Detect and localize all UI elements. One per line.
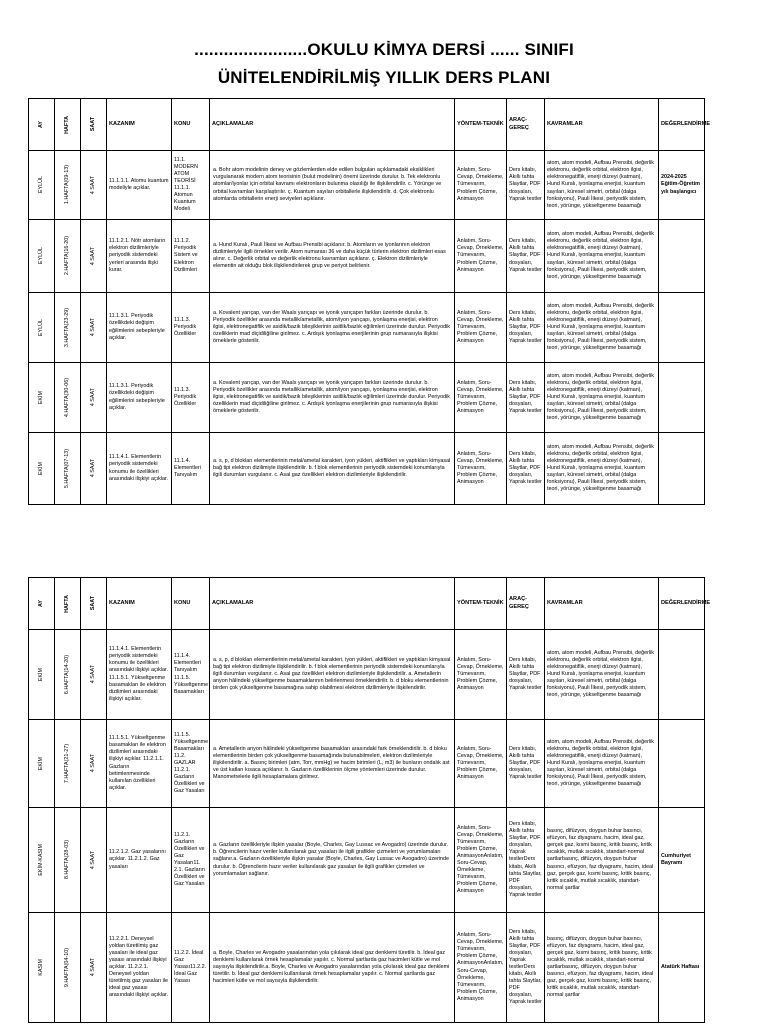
kazanim-cell: 11.1.1.1. Atomu kuantum modeliyle açıklar. — [107, 151, 172, 220]
hours-cell: 4 SAAT — [89, 665, 96, 684]
yontem-cell: Anlatım, Soru-Cevap, Örnekleme, Tümevarım, Problem Çözme, AnimasyonAnlatım, Soru-Cevap, Örnekleme, Tümevarım, Problem Çözme, Animasyon — [455, 913, 507, 1023]
arac-cell: Ders kitabı, Akıllı tahta Slaytlar, PDF dosyaları, Yaprak testler — [507, 630, 545, 720]
degerlendirme-cell — [659, 630, 705, 720]
kavramlar-cell: atom, atom modeli, Aufbau Prensibi, değerlik elektronu, değerlik orbital, elektron ilgisi, elektronegatiflik, enerji düzeyi (katman), Hund Kuralı, iyonlaşma enerjisi, kuantum sayıları, küresel simetri, orbital (dalga fonksiyonu), Pauli İlkesi, periyodik sistem, teori, yörünge, yükseltgenme basamağı — [545, 630, 659, 720]
konu-cell: 11.1.3. Periyodik Özellikler — [172, 363, 210, 433]
aciklama-cell: a. Kovalent yarıçap, van der Waals yarıçapı ve iyonik yarıçapın farkları üzerinde durulur. b. Periyodik özellikler arasında metallik/ametallik, atom/iyon yarıçapı, iyonlaşma enerjisi, elektron ilgisi, elektronegatiflik ve asidik/bazik bileşiklerinin asitlik/bazlık eğilimleri üzerinde durulur. Periyodik özelliklerin mad diçidiliğiline girilmez. c. Ardışık iyonlaşma enerjilerinin grup numarasıyla ilişkisi örneklerle gösterilir. — [210, 363, 455, 433]
plan-table-1 — [28, 98, 711, 505]
aciklama-cell: a. Gazların özellikleriyle ilişkin yasalar (Boyle, Charles, Gay Lussac ve Avogadro) üzerinde durulur. b. Öğrencilerin hazır veriler kullanılarak gaz yasaları ile ilgili grafikler çizmeleri ve yorumlamaları sağlanır.a. Gazların özellikleriyle ilişkin yasalar (Boyle, Charles, Gay Lussac ve Avogadro) üzerinde durulur. b. Öğrencilerin hazır veriler kullanılarak gaz yasaları ile ilgili grafikler çizmeleri ve yorumlamaları sağlanır. — [210, 808, 455, 913]
header-hafta: HAFTA — [63, 115, 70, 134]
yontem-cell: Anlatım, Soru-Cevap, Örnekleme, Tümevarım, Problem Çözme, Animasyon — [455, 363, 507, 433]
header-yontem: YÖNTEM-TEKNİK — [455, 99, 507, 151]
kazanim-cell: 11.1.4.1. Elementlerin periyodik sistemdeki konumu ile özellikleri arasındaki ilişkiyi açıklar. — [107, 433, 172, 505]
month-cell: EKİM-KASIM — [37, 844, 44, 876]
hours-cell: 4 SAAT — [89, 388, 96, 407]
hours-cell: 4 SAAT — [89, 318, 96, 337]
table-header-row — [29, 99, 705, 151]
kavramlar-cell: atom, atom modeli, Aufbau Prensibi, değerlik elektronu, değerlik orbital, elektron ilgisi, elektronegatiflik, enerji düzeyi (katman), Hund Kuralı, iyonlaşma enerjisi, kuantum sayıları, küresel simetri, orbital (dalga fonksiyonu), Pauli İlkesi, periyodik sistem, teori, yörünge, yükseltgenme basamağı — [545, 151, 659, 220]
header-kazanim: KAZANIM — [107, 578, 172, 630]
hours-cell: 4 SAAT — [89, 754, 96, 773]
table-row — [29, 433, 705, 505]
aciklama-cell: a. Ametallerin anyon hâlindeki yükseltgenme basamakları arasındaki fark örneklendirilir. b. d bloku elementlerinin birden çok yükseltgenme basamağında bulunabilmeleri, elektron dizilimleriyle ilişkilendirilir. a. Basınç birimleri (atm, Torr, mmHg) ve hacim birimleri (L, m3) ile bunların ondalık ast ve üst katları kısaca açıklanır. b. Gazların özelliklerinin ölçme yöntemleri üzerinde durulur. Manometrelerle ilgili hesaplamalara girilmez. — [210, 720, 455, 808]
week-cell: 8.HAFTA(28-03) — [63, 840, 70, 880]
header-konu: KONU — [172, 99, 210, 151]
page-title-line1: .......................OKULU KİMYA DERSİ ...... SINIFI — [194, 40, 574, 59]
hours-cell: 4 SAAT — [89, 459, 96, 478]
yontem-cell: Anlatım, Soru-Cevap, Örnekleme, Tümevarım, Problem Çözme, Animasyon — [455, 720, 507, 808]
kazanim-cell: 11.1.3.1. Periyodik özellikdeki değişim eğilimlerini sebepleriyle açıklar. — [107, 363, 172, 433]
hours-cell: 4 SAAT — [89, 175, 96, 195]
hours-cell: 4 SAAT — [89, 246, 96, 266]
arac-cell: Ders kitabı, Akıllı tahta Slaytlar, PDF dosyaları, Yaprak testler — [507, 151, 545, 220]
aciklama-cell: a. Hund Kuralı, Pauli İlkesi ve Aufbau Prensibi açıklanır. b. Atomların ve iyonlarının elektron dizilimleriyle ilgili örnekler verilir. Atom numarası 36 ve daha küçük türlerin elektron dizilimleri esas alınır. c. Değerlik orbital ve değerlik elektronu kavramları açıklanır. ç. Elektron dizilimleriyle elementin ait olduğu blok ilişkilendirilerek grup ve periyot belirlenir. — [210, 220, 455, 293]
kavramlar-cell: atom, atom modeli, Aufbau Prensibi, değerlik elektronu, değerlik orbital, elektron ilgisi, elektronegatiflik, enerji düzeyi (katman), Hund Kuralı, iyonlaşma enerjisi, kuantum sayıları, küresel simetri, orbital (dalga fonksiyonu), Pauli İlkesi, periyodik sistem, teori, yörünge, yükseltgenme basamağı — [545, 720, 659, 808]
degerlendirme-cell — [659, 433, 705, 505]
header-degerlendirme: DEĞERLENDİRME — [659, 99, 705, 151]
table-row — [29, 293, 705, 363]
header-ay: AY — [37, 121, 44, 128]
kavramlar-cell: atom, atom modeli, Aufbau Prensibi, değerlik elektronu, değerlik orbital, elektron ilgisi, elektronegatiflik, enerji düzeyi (katman), Hund Kuralı, iyonlaşma enerjisi, kuantum sayıları, küresel simetri, orbital (dalga fonksiyonu), Pauli İlkesi, periyodik sistem, teori, yörünge, yükseltgenme basamağı — [545, 363, 659, 433]
header-saat: SAAT — [89, 117, 96, 132]
header-aciklamalar: AÇIKLAMALAR — [210, 99, 455, 151]
kavramlar-cell: atom, atom modeli, Aufbau Prensibi, değerlik elektronu, değerlik orbital, elektron ilgisi, elektronegatiflik, enerji düzeyi (katman), Hund Kuralı, iyonlaşma enerjisi, kuantum sayıları, küresel simetri, orbital (dalga fonksiyonu), Pauli İlkesi, periyodik sistem, teori, yörünge, yükseltgenme basamağı — [545, 433, 659, 505]
yontem-cell: Anlatım, Soru-Cevap, Örnekleme, Tümevarım, Problem Çözme, Animasyon — [455, 433, 507, 505]
table-row — [29, 151, 705, 220]
konu-cell: 11.1. MODERN ATOM TEORİSİ 11.1.1. Atomun Kuantum Modeli — [172, 151, 210, 220]
konu-cell: 11.2.1. Gazların Özellikleri ve Gaz Yasaları11. 2.1. Gazların Özellikleri ve Gaz Yasaları — [172, 808, 210, 913]
arac-cell: Ders kitabı, Akıllı tahta Slaytlar, PDF dosyaları, Yaprak testler — [507, 720, 545, 808]
plan-table-2 — [28, 577, 711, 1023]
konu-cell: 11.1.2. Periyodik Sistem ve Elektron Dizilimleri — [172, 220, 210, 293]
kazanim-cell: 11.1.4.1. Elementlerin periyodik sistemdeki konumu ile özellikleri arasındaki ilişkiyi açıklar. 11.1.5.1. Yükseltgenme basamakları ile elektron dizilimleri arasındaki ilişkiyi açıklar. — [107, 630, 172, 720]
header-ay: AY — [37, 600, 44, 607]
table-row — [29, 913, 705, 1023]
page-title-line2: ÜNİTELENDİRİLMİŞ YILLIK DERS PLANI — [217, 68, 551, 87]
kazanim-cell: 11.2.1.2. Gaz yasalarını açıklar. 11.2.1.2. Gaz yasaları — [107, 808, 172, 913]
kazanim-cell: 11.1.3.1. Periyodik özellikdeki değişim eğilimlerini sebepleriyle açıklar. — [107, 293, 172, 363]
month-cell: EKİM — [37, 461, 44, 476]
konu-cell: 11.1.5. Yükseltgenme Basamakları 11.2. GAZLAR 11.2.1. Gazların Özellikleri ve Gaz Yasaları — [172, 720, 210, 808]
degerlendirme-cell: Cumhuriyet Bayramı — [659, 808, 705, 913]
header-yontem: YÖNTEM-TEKNİK — [455, 578, 507, 630]
aciklama-cell: a. Boyle, Charles ve Avogadro yasalarından yola çıkılarak ideal gaz denklemi türetilir. b. İdeal gaz denklemi kullanılarak örnek hesaplamalar yapılır. c. Normal şartlarda gaz hacimleri kütle ve mol sayısıyla ilişkilendirilir.a. Boyle, Charles ve Avogadro yasalarından yola çıkılarak ideal gaz denklemi türetilir. b. İdeal gaz denklemi kullanılarak örnek hesaplamalar yapılır. c. Normal şartlarda gaz hacimleri kütle ve mol sayısıyla ilişkilendirilir. — [210, 913, 455, 1023]
month-cell: EYLÜL — [37, 176, 44, 194]
header-hafta: HAFTA — [63, 594, 70, 613]
aciklama-cell: a. s, p, d blokları elementlerinin metal/ametal karakteri, iyon yükleri, aktiflikleri ve yaptıkları kimyasal bağ tipi elektron dizilimiyle ilişkilendirilir. b. f blok elementlerinin periyodik sistemdeki konumlarıyla ilgili durumları vurgulanır. c. Asal gaz özellikleri elektron dizilimleriyle ilişkilendirilir. — [210, 433, 455, 505]
hours-cell: 4 SAAT — [89, 958, 96, 977]
kazanim-cell: 11.2.2.1. Deneysel yoldan türetilmiş gaz yasaları ile ideal gaz yasası arasındaki ilişkiyi açıklar. 11.2.2.1. Deneysel yoldan türetilmiş gaz yasaları ile ideal gaz yasası arasındaki ilişkiyi açıklar. — [107, 913, 172, 1023]
month-cell: KASIM — [37, 959, 44, 976]
week-cell: 6.HAFTA(14-20) — [63, 654, 70, 695]
table-row — [29, 630, 705, 720]
header-arac: ARAÇ-GEREÇ — [507, 99, 545, 151]
degerlendirme-cell — [659, 363, 705, 433]
week-cell: 5.HAFTA(07-13) — [63, 448, 70, 489]
table-row — [29, 363, 705, 433]
header-aciklamalar: AÇIKLAMALAR — [210, 578, 455, 630]
kavramlar-cell: atom, atom modeli, Aufbau Prensibi, değerlik elektronu, değerlik orbital, elektron ilgisi, elektronegatiflik, enerji düzeyi (katman), Hund Kuralı, iyonlaşma enerjisi, kuantum sayıları, küresel simetri, orbital (dalga fonksiyonu), Pauli İlkesi, periyodik sistem, teori, yörünge, yükseltgenme basamağı — [545, 293, 659, 363]
month-cell: EYLÜL — [37, 318, 44, 337]
month-cell: EYLÜL — [37, 247, 44, 265]
kavramlar-cell: basınç, difüzyon, doygun buhar basıncı, efüzyon, faz diyagramı, hacim, ideal gaz, gerçek gaz, kısmi basınç, kritik basınç, kritik sıcaklık, mutlak sıcaklık, standart-normal şartlarbasınç, difüzyon, doygun buhar basıncı, efüzyon, faz diyagramı, hacim, ideal gaz, gerçek gaz, kısmi basınç, kritik basınç, kritik sıcaklık, mutlak sıcaklık, standart-normal şartlar — [545, 808, 659, 913]
arac-cell: Ders kitabı, Akıllı tahta Slaytlar, PDF dosyaları, Yaprak testler — [507, 433, 545, 505]
konu-cell: 11.1.3. Periyodik Özellikler — [172, 293, 210, 363]
header-kavramlar: KAVRAMLAR — [545, 99, 659, 151]
yontem-cell: Anlatım, Soru-Cevap, Örnekleme, Tümevarım, Problem Çözme, Animasyon — [455, 151, 507, 220]
header-kazanim: KAZANIM — [107, 99, 172, 151]
aciklama-cell: a. Bohr atom modelinin deney ve gözlemlerden elde edilen bulguları açıklamadaki eksiklikleri vurgulanarak modern atom teorisinin (bulut modelinin) önemi üzerinde durulur. b. Tek elektronlu atomlar/iyonlar için orbital kavramı elektronların bulunma olasılığı ile ilişkilendirilir. c. Yörünge ve orbital kavramları karşılaştırılır. ç. Kuantum sayıları orbitallerle ilişkilendirilir. d. Çok elektronlu atomlarda orbitallerin enerji seviyeleri açıklanır. — [210, 151, 455, 220]
aciklama-cell: a. Kovalent yarıçap, van der Waals yarıçapı ve iyonik yarıçapın farkları üzerinde durulur. b. Periyodik özellikler arasında metallik/ametallik, atom/iyon yarıçapı, iyonlaşma enerjisi, elektron ilgisi, elektronegatiflik ve asidik/bazik bileşiklerinin asitlik/bazlık eğilimleri üzerinde durulur. Periyodik özelliklerin mad diçidiliğiline girilmez. c. Ardışık iyonlaşma enerjilerinin grup numarasıyla ilişkisi örneklerle gösterilir. — [210, 293, 455, 363]
month-cell: EKİM — [37, 390, 44, 405]
table-row — [29, 808, 705, 913]
week-cell: 4.HAFTA(30-06) — [63, 377, 70, 418]
konu-cell: 11.1.4. Elementleri Tanıyalım — [172, 433, 210, 505]
table-row — [29, 720, 705, 808]
hours-cell: 4 SAAT — [89, 850, 96, 870]
header-arac: ARAÇ-GEREÇ — [507, 578, 545, 630]
yontem-cell: Anlatım, Soru-Cevap, Örnekleme, Tümevarım, Problem Çözme, Animasyon — [455, 220, 507, 293]
arac-cell: Ders kitabı, Akıllı tahta Slaytlar, PDF dosyaları, Yaprak testlerDers kitabı, Akıllı tahta Slaytlar, PDF dosyaları, Yaprak testler — [507, 808, 545, 913]
yontem-cell: Anlatım, Soru-Cevap, Örnekleme, Tümevarım, Problem Çözme, Animasyon — [455, 630, 507, 720]
week-cell: 9.HAFTA(04-10) — [63, 947, 70, 988]
arac-cell: Ders kitabı, Akıllı tahta Slaytlar, PDF dosyaları, Yaprak testler — [507, 363, 545, 433]
yontem-cell: Anlatım, Soru-Cevap, Örnekleme, Tümevarım, Problem Çözme, Animasyon — [455, 293, 507, 363]
week-cell: 7.HAFTA(21-27) — [63, 743, 70, 784]
month-cell: EKİM — [37, 756, 44, 771]
arac-cell: Ders kitabı, Akıllı tahta Slaytlar, PDF dosyaları, Yaprak testlerDers kitabı, Akıllı tahta Slaytlar, PDF dosyaları, Yaprak testler — [507, 913, 545, 1023]
degerlendirme-cell — [659, 720, 705, 808]
arac-cell: Ders kitabı, Akıllı tahta Slaytlar, PDF dosyaları, Yaprak testler — [507, 220, 545, 293]
kazanim-cell: 11.1.2.1. Nötr atomların elektron dizilimleriyle periyodik sistemdeki yerleri arasında ilişki kurar. — [107, 220, 172, 293]
header-saat: SAAT — [89, 596, 96, 611]
table-header-row — [29, 578, 705, 630]
header-konu: KONU — [172, 578, 210, 630]
konu-cell: 11.1.4. Elementleri Tanıyalım 11.1.5. Yükseltgenme Basamakları — [172, 630, 210, 720]
kavramlar-cell: basınç, difüzyon, doygun buhar basıncı, efüzyon, faz diyagramı, hacim, ideal gaz, gerçek gaz, kısmi basınç, kritik basınç, kritik sıcaklık, mutlak sıcaklık, standart-normal şartlarbasınç, difüzyon, doygun buhar basıncı, efüzyon, faz diyagramı, hacim, ideal gaz, gerçek gaz, kısmi basınç, kritik basınç, kritik sıcaklık, mutlak sıcaklık, standart-normal şartlar — [545, 913, 659, 1023]
yontem-cell: Anlatım, Soru-Cevap, Örnekleme, Tümevarım, Problem Çözme, AnimasyonAnlatım, Soru-Cevap, Örnekleme, Tümevarım, Problem Çözme, Animasyon — [455, 808, 507, 913]
konu-cell: 11.2.2. İdeal Gaz Yasası11.2.2. İdeal Gaz Yasası — [172, 913, 210, 1023]
degerlendirme-cell — [659, 293, 705, 363]
header-degerlendirme: DEĞERLENDİRME — [659, 578, 705, 630]
month-cell: EKİM — [37, 667, 44, 682]
degerlendirme-cell: 2024-2025 Eğitim-Öğretim yılı başlangıcı — [659, 151, 705, 220]
header-kavramlar: KAVRAMLAR — [545, 578, 659, 630]
table-row — [29, 220, 705, 293]
week-cell: 3.HAFTA(23-29) — [63, 307, 70, 348]
week-cell: 2.HAFTA(16-20) — [63, 236, 70, 276]
degerlendirme-cell — [659, 220, 705, 293]
kazanim-cell: 11.1.5.1. Yükseltgenme basamakları ile elektron dizilimleri arasındaki ilişkiyi açıklar. 11.2.1.1. Gazların betimlenmesinde kullanılan özellikleri açıklar. — [107, 720, 172, 808]
arac-cell: Ders kitabı, Akıllı tahta Slaytlar, PDF dosyaları, Yaprak testler — [507, 293, 545, 363]
aciklama-cell: a. s, p, d blokları elementlerinin metal/ametal karakteri, iyon yükleri, aktiflikleri ve yaptıkları kimyasal bağ tipi elektron dizilimiyle ilişkilendirilir. b. f blok elementlerinin periyodik sistemdeki konumlarıyla ilgili durumları vurgulanır. c. Asal gaz özellikleri elektron dizilimleriyle ilişkilendirilir. a. Ametallerin anyon hâlindeki yükseltgenme basamaklarının belirlenmesi örneklendirilir. b. d bloku elementlerinin birden çok yükseltgenme basamağına sahip olabilmesi elektron dizilimleriyle ilişkilendirilir. — [210, 630, 455, 720]
week-cell: 1.HAFTA(09-13) — [63, 165, 70, 205]
kavramlar-cell: atom, atom modeli, Aufbau Prensibi, değerlik elektronu, değerlik orbital, elektron ilgisi, elektronegatiflik, enerji düzeyi (katman), Hund Kuralı, iyonlaşma enerjisi, kuantum sayıları, küresel simetri, orbital (dalga fonksiyonu), Pauli İlkesi, periyodik sistem, teori, yörünge, yükseltgenme basamağı — [545, 220, 659, 293]
degerlendirme-cell: Atatürk Haftası — [659, 913, 705, 1023]
